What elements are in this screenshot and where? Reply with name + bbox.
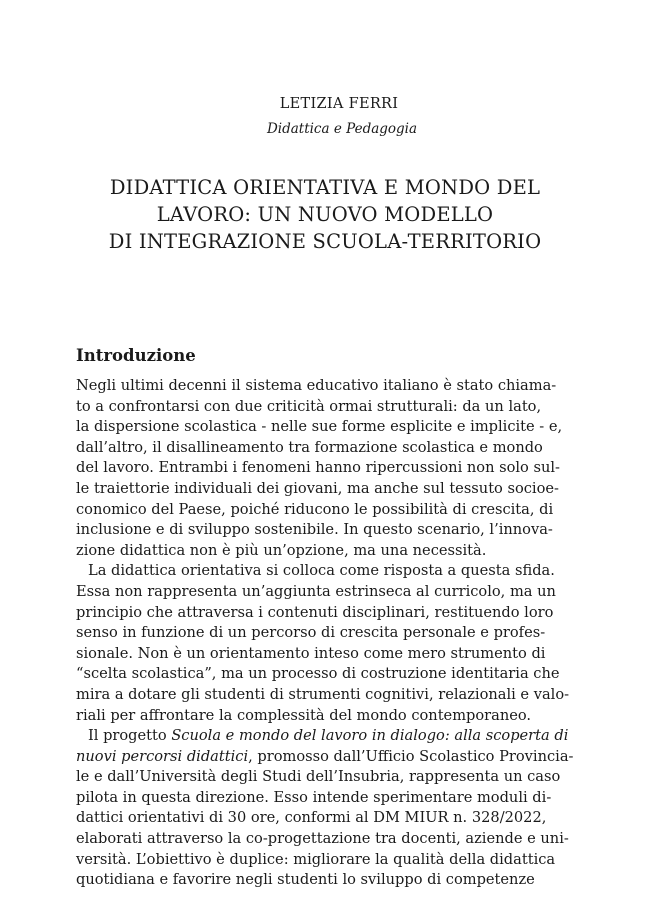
text-line: versità. L’obiettivo è duplice: migliorare la qualità della didattica [76,850,556,868]
text-line [76,747,574,768]
text-line: le traiettorie individuali dei giovani, ma anche sul tessuto socioe- [76,479,559,497]
body-text [76,376,574,891]
chapter-title-line: DI INTEGRAZIONE SCUOLA-TERRITORIO [108,230,542,253]
section-heading: Introduzione [76,346,196,365]
author-name: LETIZIA FERRI [279,96,399,112]
project-title-italic: nuovi percorsi didattici [76,747,249,765]
text-line: elaborati attraverso la co-progettazione tra docenti, aziende e uni- [76,830,569,848]
chapter-title-line: DIDATTICA ORIENTATIVA E MONDO DEL [109,176,541,199]
text-line: le e dall’Università degli Studi dell’Insubria, rappresenta un caso [76,768,561,786]
text-line: riali per affrontare la complessità del mondo contemporaneo. [76,706,532,724]
text-line: zione didattica non è più un’opzione, ma una necessità. [76,541,487,559]
chapter-title-line: LAVORO: UN NUOVO MODELLO [156,203,494,226]
text-line: sionale. Non è un orientamento inteso come mero strumento di [76,644,546,662]
author-affiliation: Didattica e Pedagogia [266,121,418,137]
text-line: pilota in questa direzione. Esso intende sperimentare moduli di- [76,788,552,806]
text-line: to a confrontarsi con due criticità ormai strutturali: da un lato, [76,397,542,415]
text-line: principio che attraversa i contenuti disciplinari, restituendo loro [76,603,554,621]
text-line: La didattica orientativa si colloca come risposta a questa sfida. [88,562,555,580]
text-line: conomico del Paese, poiché riducono le possibilità di crescita, di [76,500,554,518]
text-line: inclusione e di sviluppo sostenibile. In questo scenario, l’innova- [76,521,553,539]
text-line: del lavoro. Entrambi i fenomeni hanno ripercussioni non solo sul- [76,459,560,477]
chapter-title [60,174,590,255]
text-line: dattici orientativi di 30 ore, conformi al DM MIUR n. 328/2022, [76,809,547,827]
text-line: senso in funzione di un percorso di crescita personale e profes- [76,624,546,642]
text-run: Il progetto [88,727,172,745]
text-line: Negli ultimi decenni il sistema educativo italiano è stato chiama- [76,377,557,394]
text-line: Essa non rappresenta un’aggiunta estrinseca al curricolo, ma un [76,582,556,600]
text-line: la dispersione scolastica - nelle sue forme esplicite e implicite - e, [76,418,563,436]
text-line: mira a dotare gli studenti di strumenti cognitivi, relazionali e valo- [76,685,570,703]
text-line [76,726,569,747]
text-line: “scelta scolastica”, ma un processo di costruzione identitaria che [76,665,560,683]
text-run: , promosso dall’Ufficio Scolastico Provincia- [248,747,574,765]
text-line: dall’altro, il disallineamento tra formazione scolastica e mondo [76,438,543,456]
text-line: quotidiana e favorire negli studenti lo sviluppo di competenze [76,871,535,889]
project-title-italic: Scuola e mondo del lavoro in dialogo: alla scoperta di [171,727,569,745]
